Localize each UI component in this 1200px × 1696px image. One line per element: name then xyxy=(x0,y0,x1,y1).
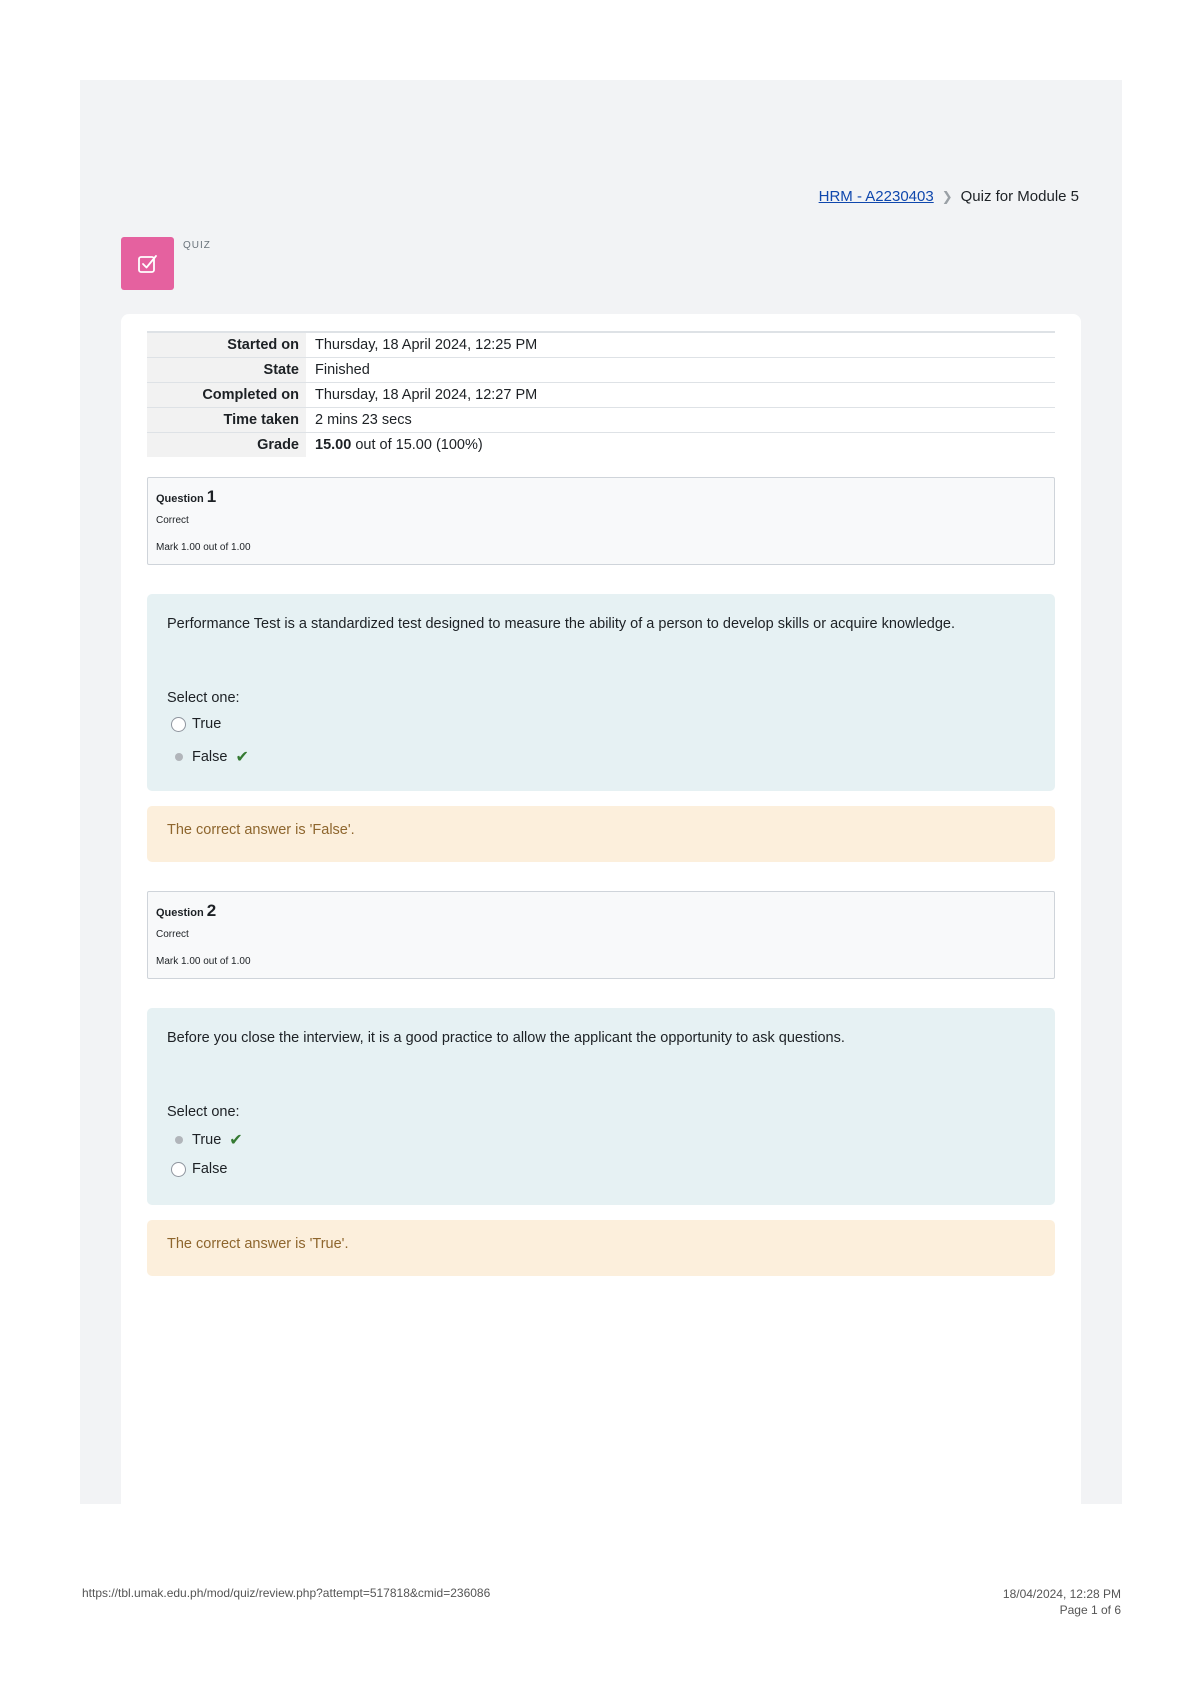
radio-unselected-icon[interactable] xyxy=(171,1162,186,1177)
question-number xyxy=(156,901,216,921)
radio-selected-icon[interactable] xyxy=(171,750,186,765)
activity-type-label: QUIZ xyxy=(183,240,211,251)
answer-option-true[interactable] xyxy=(171,1130,243,1150)
summary-row-time xyxy=(147,408,1055,433)
time-taken-value: 2 mins 23 secs xyxy=(306,408,1055,433)
checkbox-icon xyxy=(121,237,174,290)
breadcrumb xyxy=(819,188,1079,205)
breadcrumb-current: Quiz for Module 5 xyxy=(960,188,1079,205)
answer-option-false[interactable] xyxy=(171,747,249,767)
question-number-value: 2 xyxy=(206,901,217,920)
summary-row-completed xyxy=(147,383,1055,408)
summary-row-started xyxy=(147,332,1055,358)
select-one-prompt: Select one: xyxy=(167,690,240,706)
option-label: True xyxy=(192,1132,222,1148)
summary-row-state xyxy=(147,358,1055,383)
print-page-number: Page 1 of 6 xyxy=(1059,1603,1121,1617)
question-2-info xyxy=(147,891,1055,979)
question-grade: Mark 1.00 out of 1.00 xyxy=(156,956,251,967)
started-on-value: Thursday, 18 April 2024, 12:25 PM xyxy=(306,332,1055,358)
grade-label: Grade xyxy=(147,433,306,458)
radio-selected-icon[interactable] xyxy=(171,1133,186,1148)
question-grade: Mark 1.00 out of 1.00 xyxy=(156,542,251,553)
grade-score: 15.00 xyxy=(315,437,352,453)
question-1-feedback xyxy=(147,806,1055,862)
option-label: False xyxy=(192,1161,228,1177)
grade-value xyxy=(306,433,1055,458)
correct-check-icon: ✔ xyxy=(229,1132,243,1149)
answer-option-true[interactable] xyxy=(171,716,221,732)
print-footer-url: https://tbl.umak.edu.ph/mod/quiz/review.php?attempt=517818&cmid=236086 xyxy=(82,1586,491,1600)
correct-answer-text: The correct answer is 'True'. xyxy=(167,1236,349,1252)
question-number xyxy=(156,487,216,507)
correct-check-icon: ✔ xyxy=(235,749,249,766)
option-label: False xyxy=(192,749,228,765)
state-value: Finished xyxy=(306,358,1055,383)
attempt-summary-table xyxy=(147,331,1055,457)
question-label: Question xyxy=(156,493,204,505)
select-one-prompt: Select one: xyxy=(167,1104,240,1120)
time-taken-label: Time taken xyxy=(147,408,306,433)
started-on-label: Started on xyxy=(147,332,306,358)
chevron-right-icon: ❯ xyxy=(941,188,953,204)
question-2-content xyxy=(147,1008,1055,1205)
state-label: State xyxy=(147,358,306,383)
question-state: Correct xyxy=(156,515,189,526)
summary-row-grade xyxy=(147,433,1055,458)
print-datetime: 18/04/2024, 12:28 PM xyxy=(1002,1587,1121,1601)
breadcrumb-course-link[interactable]: HRM - A2230403 xyxy=(818,188,934,205)
question-1-info xyxy=(147,477,1055,565)
question-text: Before you close the interview, it is a good practice to allow the applicant the opportunity to ask questions. xyxy=(167,1030,845,1046)
question-text: Performance Test is a standardized test designed to measure the ability of a person to develop skills or acquire knowledge. xyxy=(167,616,956,632)
answer-option-false[interactable] xyxy=(171,1161,227,1177)
question-number-value: 1 xyxy=(206,487,217,506)
correct-answer-text: The correct answer is 'False'. xyxy=(167,822,355,838)
grade-out-of: out of 15.00 (100%) xyxy=(351,437,483,453)
question-1-content xyxy=(147,594,1055,791)
question-2-feedback xyxy=(147,1220,1055,1276)
question-state: Correct xyxy=(156,929,189,940)
completed-on-value: Thursday, 18 April 2024, 12:27 PM xyxy=(306,383,1055,408)
print-footer-meta xyxy=(1003,1586,1121,1618)
radio-unselected-icon[interactable] xyxy=(171,717,186,732)
question-label: Question xyxy=(156,907,204,919)
completed-on-label: Completed on xyxy=(147,383,306,408)
option-label: True xyxy=(192,716,222,732)
